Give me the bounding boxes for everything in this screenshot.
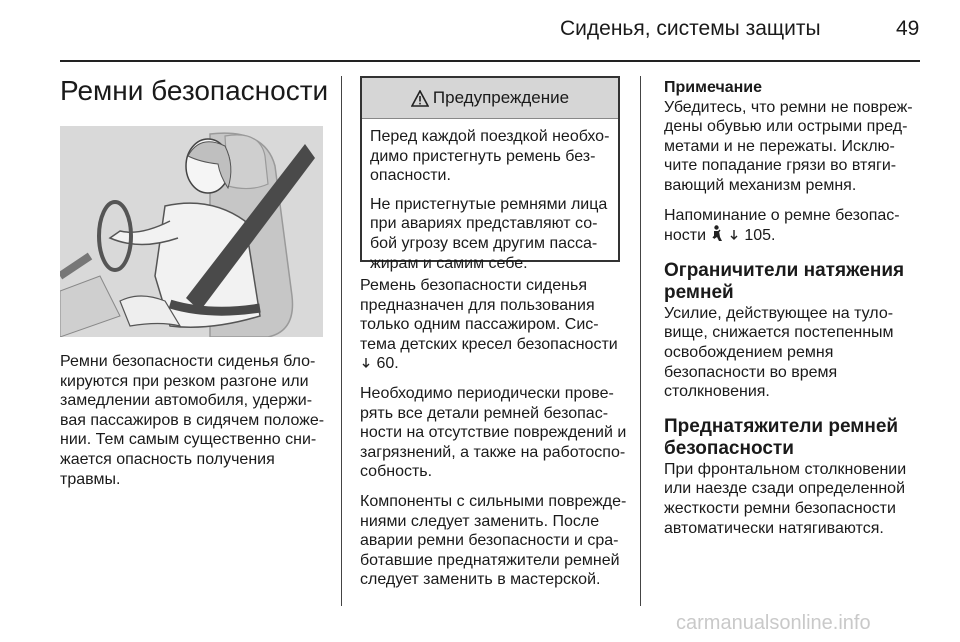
limiters-paragraph: Усилие, действующее на туловище, снижается постепенным освобождением ремня безопасности во время столкновения. <box>664 304 894 401</box>
warning-header <box>362 78 618 119</box>
single-occupant-text: Ремень безопасности сиденья предназначен для пользования только одним пассажиром. Система детских кресел безопасности <box>360 277 618 353</box>
column-divider-right <box>640 76 641 606</box>
warning-paragraph-1: Перед каждой поездкой необходимо пристегнуть ремень безопасности. <box>370 128 610 185</box>
seatbelt-illustration <box>60 126 323 337</box>
note-label: Примечание <box>664 79 763 96</box>
page-reference-icon <box>360 356 372 370</box>
page-reference-icon <box>728 228 740 242</box>
left-column-text <box>60 352 325 499</box>
pretensioners-paragraph: При фронтальном столкновении или наезде сзади определенной жесткости ремни безопасности автоматически натягиваются. <box>664 460 907 537</box>
single-occupant-paragraph <box>360 276 628 374</box>
seatbelt-reminder-icon <box>710 225 723 242</box>
warning-heading: Предупреждение <box>432 88 570 107</box>
reminder-text: Напоминание о ремне безопасности <box>664 206 900 245</box>
intro-paragraph: Ремни безопасности сиденья блокируются при резком разгоне или замедлении автомобиля, удерживая пассажиров в сидячем положении. Тем самым существенно снижается опасность получения травмы. <box>60 353 325 488</box>
right-column-text <box>664 78 920 548</box>
note-text: Убедитесь, что ремни не повреждены обувью или острыми предметами и не пережаты. Исключите попадание грязи во втягивающий механизм ремня. <box>664 98 913 194</box>
note-block <box>664 78 920 196</box>
pretensioners-heading: Преднатяжители ремней безопасности <box>664 415 899 459</box>
replacement-paragraph: Компоненты с сильными повреждениями следует заменить. После аварии ремни безопасности и сработавшие преднатяжители ремней следует заменить в мастерской. <box>360 492 627 589</box>
reminder-paragraph <box>664 206 920 246</box>
page-number: 49 <box>896 17 920 40</box>
limiters-heading: Ограничители натяжения ремней <box>664 259 905 303</box>
page-header-title: Сиденья, системы защиты <box>560 17 821 40</box>
section-title: Ремни безопасности <box>60 75 329 106</box>
reminder-reference[interactable]: 105. <box>744 227 776 245</box>
inspection-paragraph: Необходимо периодически проверять все детали ремней безопасности на отсутствие повреждений и загрязнений, а также на работоспособность. <box>360 384 627 481</box>
child-seat-reference[interactable]: 60. <box>376 355 399 373</box>
warning-paragraph-2: Не пристегнутые ремнями лица при авариях представляют собой угрозу всем другим пассажирам и самим себе. <box>370 195 608 272</box>
warning-box <box>360 76 620 272</box>
column-divider-left <box>341 76 342 606</box>
watermark: carmanualsonline.info <box>676 612 871 634</box>
warning-body <box>362 119 618 273</box>
warning-triangle-icon <box>411 90 429 107</box>
header-divider <box>60 60 920 62</box>
middle-column-text <box>360 276 628 600</box>
